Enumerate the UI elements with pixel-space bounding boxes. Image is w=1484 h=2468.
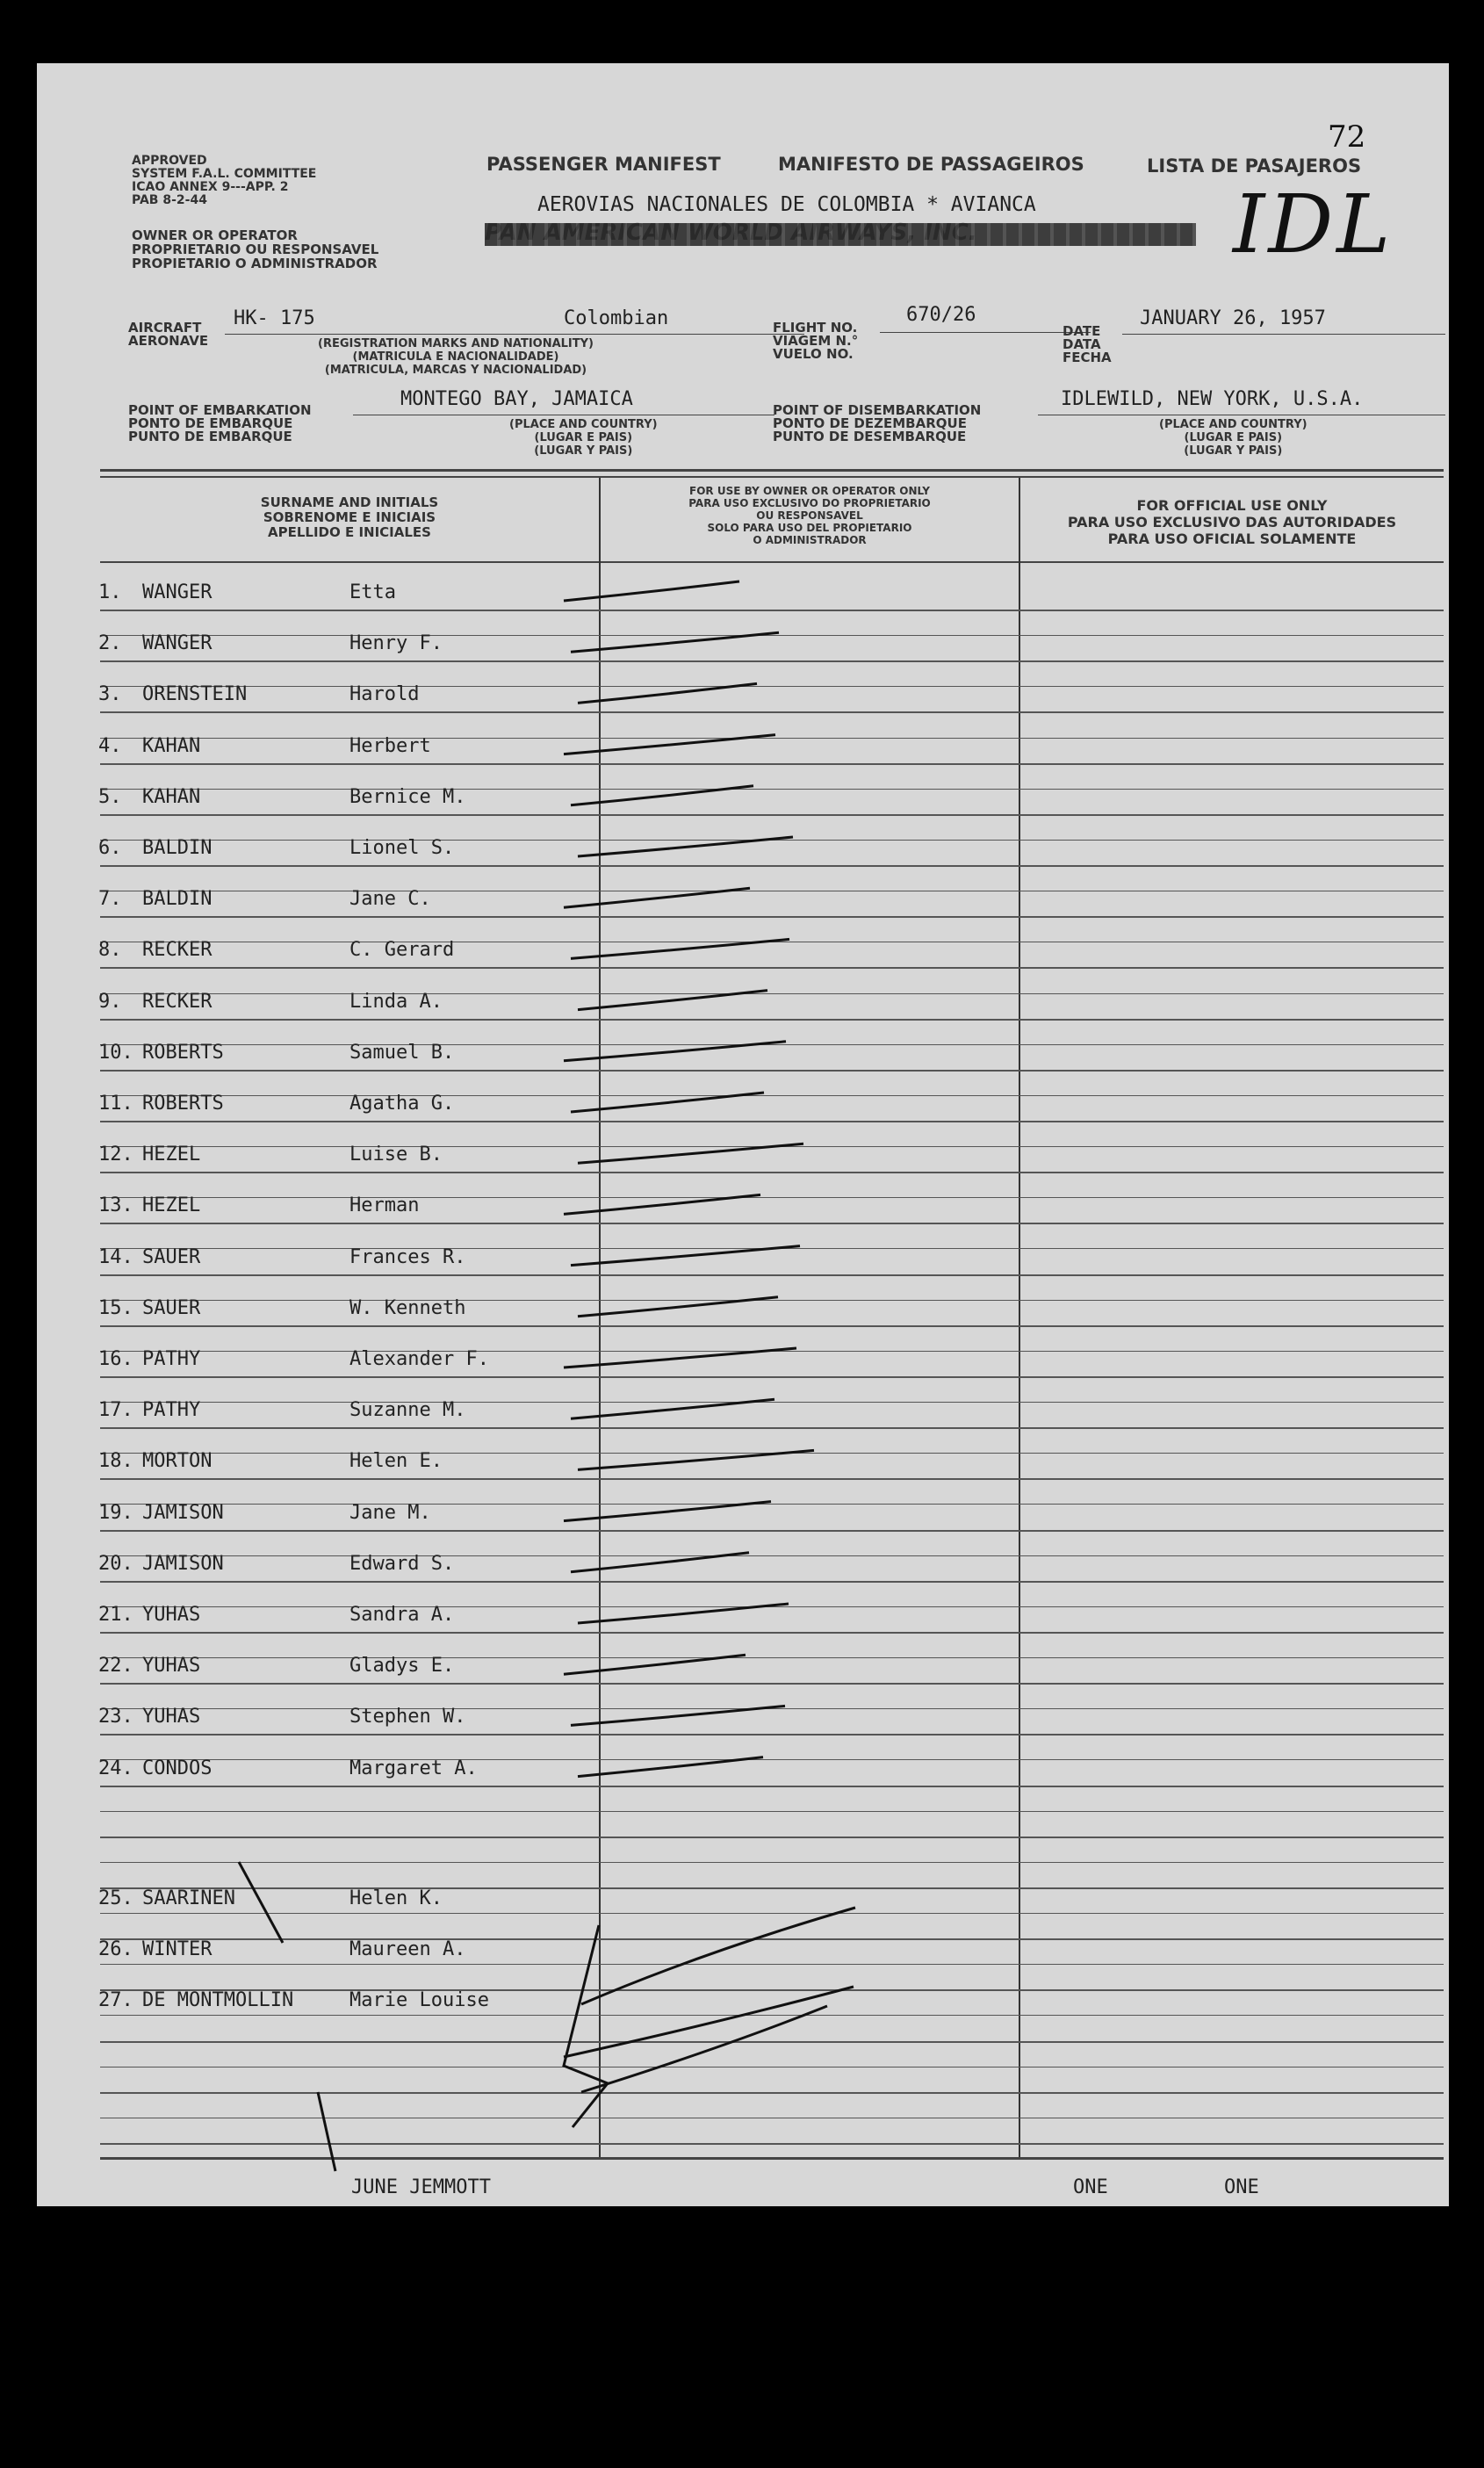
surname: SAUER [142,1246,201,1268]
row-number: 16. [98,1348,133,1370]
surname: DE MONTMOLLIN [142,1989,294,2011]
check-stroke [564,735,775,754]
check-stroke [578,837,793,856]
row-number: 9. [98,991,122,1013]
approval-line: ICAO ANNEX 9---APP. 2 [132,180,289,194]
row-number: 22. [98,1655,133,1677]
page-number: 72 [1328,119,1366,155]
surname: SAUER [142,1297,201,1319]
given-names: Henry F. [349,632,443,654]
row-number: 4. [98,735,122,757]
check-stroke [571,1706,785,1725]
surname: PATHY [142,1399,201,1421]
surname: BALDIN [142,888,213,910]
surname: HEZEL [142,1194,201,1216]
manifest-page [37,63,1449,2206]
row-number: 8. [98,939,122,961]
surname: RECKER [142,939,213,961]
page-total: ONE [1224,2176,1259,2198]
given-names: Luise B. [349,1144,443,1165]
row-number: 25. [98,1887,133,1909]
surname: SAARINEN [142,1887,235,1909]
given-names: Etta [349,581,396,603]
row-number: 11. [98,1093,133,1115]
date-label: DATE DATA FECHA [1063,323,1112,365]
given-names: Agatha G. [349,1093,455,1115]
given-names: Linda A. [349,991,443,1013]
row-number: 24. [98,1757,133,1779]
embarkation-label: POINT OF EMBARKATION PONTO DE EMBARQUE PUNTO DE EMBARQUE [128,402,312,444]
disembarkation-label: POINT OF DISEMBARKATION PONTO DE DEZEMBARQUE PUNTO DE DESEMBARQUE [773,402,982,444]
embarkation-value: MONTEGO BAY, JAMAICA [400,388,633,410]
check-stroke [571,786,753,805]
scribble-stroke [581,2006,827,2092]
surname: YUHAS [142,1604,201,1626]
surname: WINTER [142,1938,213,1960]
row-number: 26. [98,1938,133,1960]
given-names: Gladys E. [349,1655,455,1677]
aircraft-label: AIRCRAFT AERONAVE [128,320,209,349]
surname: PATHY [142,1348,201,1370]
check-stroke [564,1194,760,1214]
given-names: Suzanne M. [349,1399,466,1421]
disembarkation-sub-labels: (PLACE AND COUNTRY) (LUGAR E PAIS) (LUGAR Y PAIS) [1159,418,1308,458]
check-stroke [571,632,779,652]
surname: WANGER [142,581,213,603]
surname: ROBERTS [142,1093,224,1115]
given-names: Herbert [349,735,431,757]
flight-label: FLIGHT NO. VIAGEM N.° VUELO NO. [773,320,859,362]
approval-line: APPROVED [132,154,207,168]
row-number: 19. [98,1502,133,1524]
surname: RECKER [142,991,213,1013]
surname: WANGER [142,632,213,654]
given-names: Maureen A. [349,1938,466,1960]
surname: ORENSTEIN [142,683,248,705]
row-number: 1. [98,581,122,603]
given-names: Marie Louise [349,1989,489,2011]
scribble-stroke [239,1862,283,1943]
given-names: Stephen W. [349,1706,466,1728]
given-names: Edward S. [349,1553,455,1575]
title-es: LISTA DE PASAJEROS [1147,155,1362,177]
row-number: 5. [98,786,122,808]
given-names: Helen K. [349,1887,443,1909]
check-stroke [578,1297,778,1317]
row-number: 10. [98,1042,133,1064]
approval-line: SYSTEM F.A.L. COMMITTEE [132,167,317,181]
row-number: 23. [98,1706,133,1728]
row-number: 3. [98,683,122,705]
check-stroke [578,1604,789,1623]
header-official: FOR OFFICIAL USE ONLY PARA USO EXCLUSIVO DAS AUTORIDADES PARA USO OFICIAL SOLAMENTE [1067,497,1397,547]
check-stroke [571,1093,764,1112]
given-names: W. Kenneth [349,1297,466,1319]
given-names: C. Gerard [349,939,455,961]
row-number: 20. [98,1553,133,1575]
row-number: 12. [98,1144,133,1165]
given-names: Sandra A. [349,1604,455,1626]
surname: ROBERTS [142,1042,224,1064]
given-names: Alexander F. [349,1348,489,1370]
row-number: 14. [98,1246,133,1268]
check-stroke [578,1144,803,1163]
handwritten-code: IDL [1233,177,1394,271]
check-stroke [564,1502,771,1521]
title-pt: MANIFESTO DE PASSAGEIROS [778,154,1084,175]
owner-label: OWNER OR OPERATOR PROPRIETARIO OU RESPONSAVEL PROPIETARIO O ADMINISTRADOR [132,227,379,271]
flight-value: 670/26 [906,304,976,326]
header-owner: FOR USE BY OWNER OR OPERATOR ONLY PARA USO EXCLUSIVO DO PROPRIETARIO OU RESPONSAVEL SOLO PARA USO DEL PROPIETARIO O ADMINISTRADOR [688,485,931,546]
page-current: ONE [1073,2176,1108,2198]
surname: MORTON [142,1450,213,1472]
row-number: 17. [98,1399,133,1421]
surname: KAHAN [142,735,201,757]
check-stroke [564,1655,746,1674]
given-names: Bernice M. [349,786,466,808]
check-stroke [564,1042,786,1061]
check-stroke [564,1348,796,1368]
surname: JAMISON [142,1553,224,1575]
row-number: 6. [98,837,122,859]
prepared-by: JUNE JEMMOTT [351,2176,491,2198]
surname: BALDIN [142,837,213,859]
given-names: Harold [349,683,420,705]
given-names: Lionel S. [349,837,455,859]
check-stroke [564,888,750,907]
check-stroke [571,1246,800,1266]
header-names: SURNAME AND INITIALS SOBRENOME E INICIAIS APELLIDO E INICIALES [260,494,439,540]
disembarkation-value: IDLEWILD, NEW YORK, U.S.A. [1061,388,1364,410]
scribble-stroke [564,1987,854,2057]
row-number: 27. [98,1989,133,2011]
embarkation-sub-labels: (PLACE AND COUNTRY) (LUGAR E PAIS) (LUGAR Y PAIS) [509,418,658,458]
given-names: Helen E. [349,1450,443,1472]
surname: KAHAN [142,786,201,808]
check-stroke [578,991,767,1010]
row-number: 2. [98,632,122,654]
given-names: Margaret A. [349,1757,478,1779]
row-number: 18. [98,1450,133,1472]
aircraft-sub-labels: (REGISTRATION MARKS AND NATIONALITY) (MATRICULA E NACIONALIDADE) (MATRICULA, MARCAS Y NACIONALIDAD) [318,337,594,377]
scribble-stroke [318,2092,335,2171]
row-number: 21. [98,1604,133,1626]
row-number: 7. [98,888,122,910]
date-value: JANUARY 26, 1957 [1140,307,1326,329]
given-names: Jane M. [349,1502,431,1524]
row-number: 13. [98,1194,133,1216]
surname: YUHAS [142,1706,201,1728]
check-stroke [564,581,739,601]
surname: HEZEL [142,1144,201,1165]
check-stroke [571,939,789,958]
check-stroke [571,1399,774,1418]
surname: JAMISON [142,1502,224,1524]
aircraft-value: HK- 175 [234,307,315,329]
operator-name: AEROVIAS NACIONALES DE COLOMBIA * AVIANCA [537,193,1036,216]
handwritten-marks [37,63,1449,2206]
title-en: PASSENGER MANIFEST [486,154,721,175]
check-stroke [578,1757,763,1777]
check-stroke [578,1450,814,1469]
scribble-stroke [564,1925,608,2127]
surname: YUHAS [142,1655,201,1677]
scribble-stroke [581,1908,855,2004]
row-number: 15. [98,1297,133,1319]
given-names: Frances R. [349,1246,466,1268]
given-names: Samuel B. [349,1042,455,1064]
check-stroke [578,683,757,703]
approval-line: PAB 8-2-44 [132,193,207,207]
surname: CONDOS [142,1757,213,1779]
check-stroke [571,1553,749,1572]
given-names: Herman [349,1194,420,1216]
given-names: Jane C. [349,888,431,910]
aircraft-nationality: Colombian [564,307,669,329]
